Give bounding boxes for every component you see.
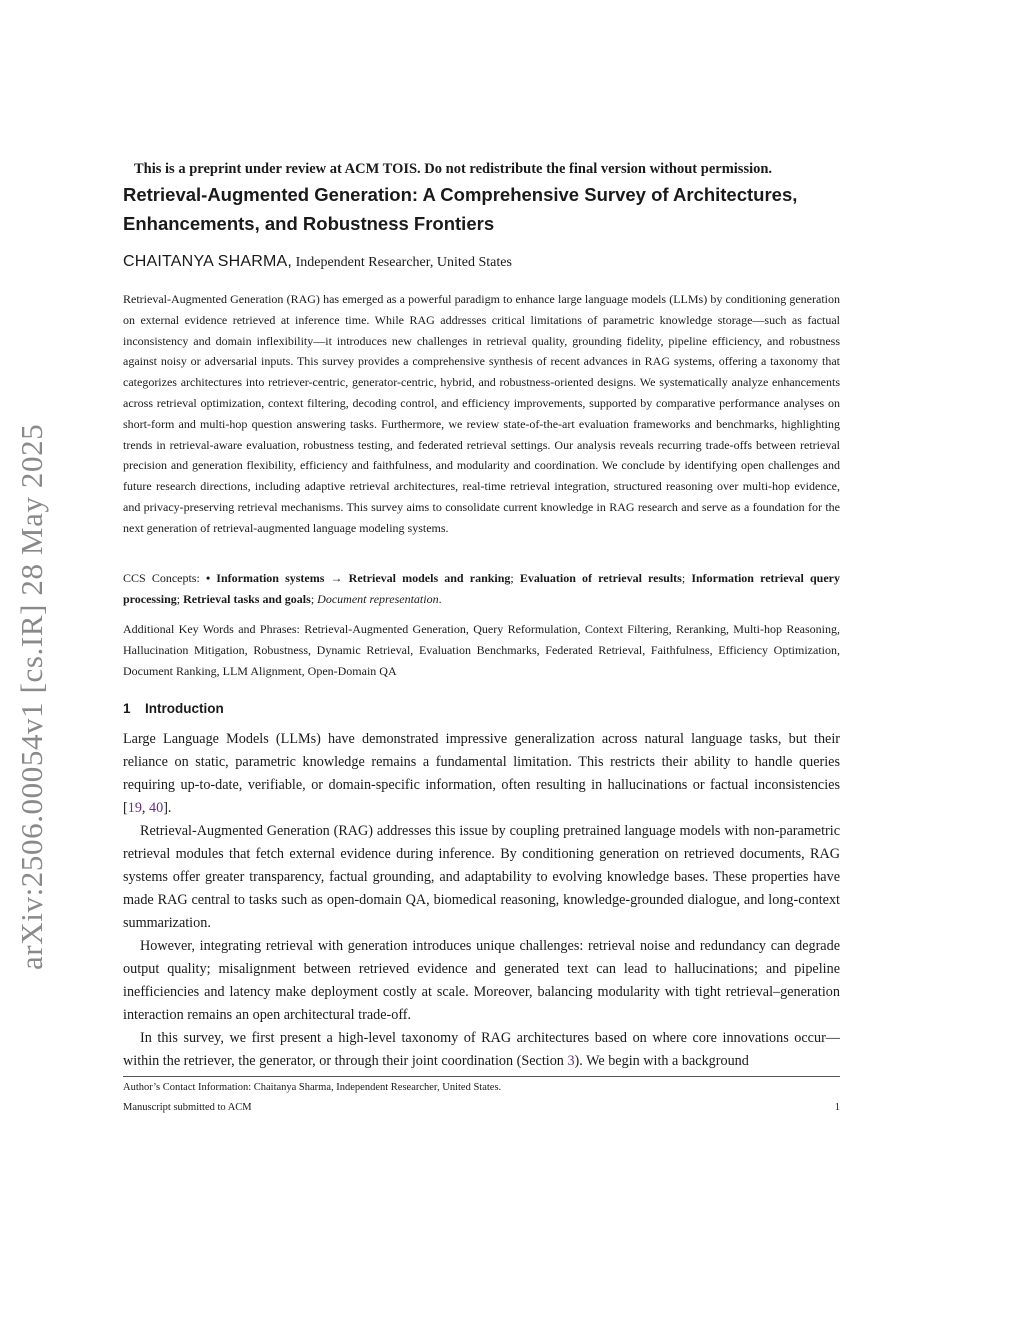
section-heading <box>123 701 224 716</box>
paragraph-text: Large Language Models (LLMs) have demonstrated impressive generalization across natural language tasks, but their reliance on static, parametric knowledge remains a fundamental limitation. This restricts their ability to handle queries requiring up-to-date, verifiable, or domain-specific information, often resulting in hallucinations or factual inconsistencies [ <box>123 731 840 816</box>
paragraph-end: ). We begin with a background <box>574 1053 749 1069</box>
section-number: 1 <box>123 701 131 716</box>
citation-link[interactable]: 40 <box>149 800 164 816</box>
author-name: CHAITANYA SHARMA, <box>123 253 293 270</box>
keywords: Additional Key Words and Phrases: Retrieval-Augmented Generation, Query Reformulation, Context Filtering, Reranking, Multi-hop Reasoning, Hallucination Mitigation, Robustness, Dynamic Retrieval, Evaluation Benchmarks, Federated Retrieval, Faithfulness, Efficiency Optimization, Document Ranking, LLM Alignment, Open-Domain QA <box>123 622 840 678</box>
ccs-item: Information systems → Retrieval models and ranking <box>216 571 511 585</box>
ccs-item: Information retrieval query processing <box>123 571 840 606</box>
ccs-separator: ; <box>510 571 520 585</box>
ccs-bullet: • <box>205 571 217 585</box>
ccs-concepts <box>123 568 840 610</box>
ccs-item: Evaluation of retrieval results <box>519 571 682 585</box>
ccs-separator: ; <box>176 591 184 606</box>
paragraph: Retrieval-Augmented Generation (RAG) addresses this issue by coupling pretrained language models with non-parametric retrieval modules that fetch external evidence during inference. By conditioning generation on retrieved documents, RAG systems offer greater transparency, factual grounding, and adaptability to evolving knowledge bases. These properties have made RAG central to tasks such as open-domain QA, biomedical reasoning, knowledge-grounded dialogue, and long-context summarization. <box>123 823 840 931</box>
section-reference-link[interactable]: 3 <box>567 1053 575 1069</box>
ccs-item: Retrieval tasks and goals <box>183 591 311 606</box>
paragraph: However, integrating retrieval with generation introduces unique challenges: retrieval noise and redundancy can degrade output quality; misalignment between retrieved evidence and generated text can lead to hallucinations; and pipeline inefficiencies and latency make deployment costly at scale. Moreover, balancing modularity with tight retrieval–generation interaction remains an open architectural trade-off. <box>123 938 840 1023</box>
paragraph <box>123 1027 840 1073</box>
citation-separator: , <box>141 800 150 816</box>
ccs-separator: ; <box>310 591 318 606</box>
introduction-body <box>123 728 840 1073</box>
page-number: 1 <box>834 1102 840 1113</box>
abstract: Retrieval-Augmented Generation (RAG) has emerged as a powerful paradigm to enhance large language models (LLMs) by conditioning generation on external evidence retrieved at inference time. While RAG addresses critical limitations of parametric knowledge storage—such as factual inconsistency and domain inflexibility—it introduces new challenges in retrieval quality, grounding fidelity, pipeline efficiency, and robustness against noisy or adversarial inputs. This survey provides a comprehensive synthesis of recent advances in RAG systems, offering a taxonomy that categorizes architectures into retriever-centric, generator-centric, hybrid, and robustness-oriented designs. We systematically analyze enhancements across retrieval optimization, context filtering, decoding control, and efficiency improvements, supported by comparative performance analyses on short-form and multi-hop question answering tasks. Furthermore, we review state-of-the-art evaluation frameworks and benchmarks, highlighting trends in retrieval-aware evaluation, robustness testing, and federated retrieval settings. Our analysis reveals recurring trade-offs between retrieval precision and generation flexibility, efficiency and faithfulness, and modularity and coordination. We conclude by identifying open challenges and future research directions, including adaptive retrieval architectures, real-time retrieval integration, structured reasoning over multi-hop evidence, and privacy-preserving retrieval mechanisms. This survey aims to consolidate current knowledge in RAG research and serve as a foundation for the next generation of retrieval-augmented language modeling systems. <box>123 292 840 535</box>
section-title: Introduction <box>145 701 224 716</box>
paragraph <box>123 728 840 820</box>
citation-link[interactable]: 19 <box>127 800 142 816</box>
ccs-item: Document representation <box>317 591 439 606</box>
footer-manuscript-note: Manuscript submitted to ACM <box>123 1102 252 1113</box>
footnote-divider <box>123 1076 840 1077</box>
author-affiliation: Independent Researcher, United States <box>292 255 512 270</box>
ccs-end: . <box>438 591 442 606</box>
preprint-notice: This is a preprint under review at ACM TOIS. Do not redistribute the final version without permission. <box>134 161 773 177</box>
ccs-label: CCS Concepts: <box>123 571 206 585</box>
author-line <box>123 253 512 271</box>
paper-title: Retrieval-Augmented Generation: A Comprehensive Survey of Architectures, Enhancements, and Robustness Frontiers <box>123 184 798 234</box>
ccs-separator: ; <box>681 571 692 585</box>
paragraph-end: ]. <box>163 800 172 816</box>
paragraph-text: In this survey, we first present a high-level taxonomy of RAG architectures based on where core innovations occur—within the retriever, the generator, or through their joint coordination (Section <box>123 1030 840 1069</box>
author-contact-footnote: Author’s Contact Information: Chaitanya Sharma, Independent Researcher, United States. <box>123 1082 502 1093</box>
arxiv-identifier: arXiv:2506.00054v1 [cs.IR] 28 May 2025 <box>14 423 49 970</box>
